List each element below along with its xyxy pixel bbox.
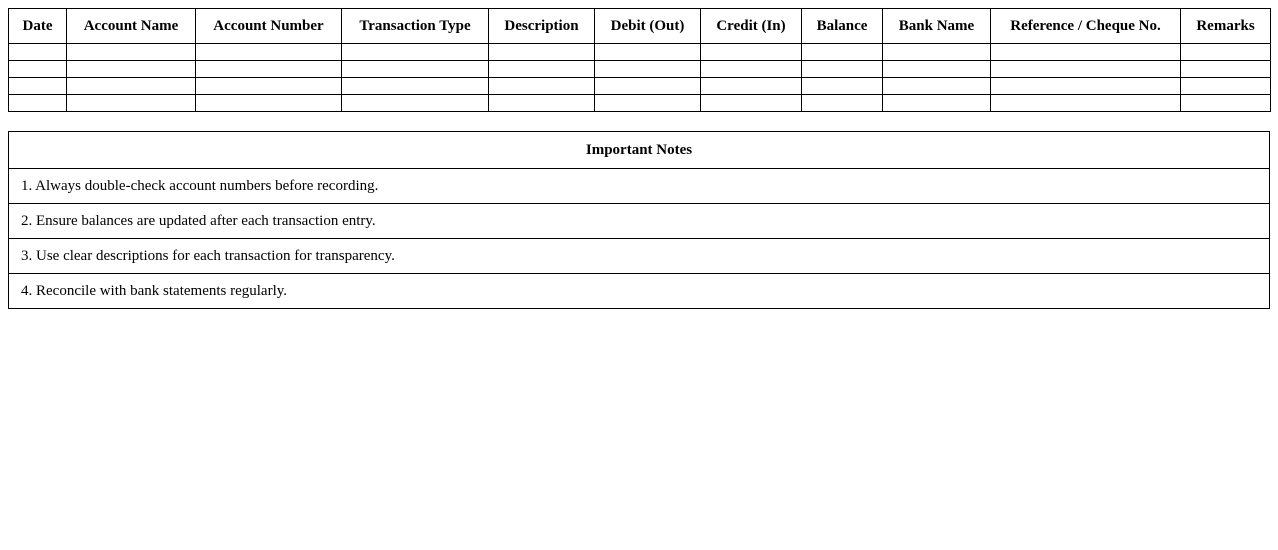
table-cell[interactable] [802, 44, 883, 61]
table-cell[interactable] [1181, 95, 1271, 112]
table-cell[interactable] [196, 61, 342, 78]
table-row [9, 61, 1271, 78]
table-cell[interactable] [489, 78, 595, 95]
column-header-debit: Debit (Out) [595, 9, 701, 44]
note-row [9, 204, 1270, 239]
table-cell[interactable] [196, 78, 342, 95]
table-cell[interactable] [196, 44, 342, 61]
table-cell[interactable] [883, 95, 991, 112]
table-cell[interactable] [701, 78, 802, 95]
table-cell[interactable] [991, 95, 1181, 112]
table-cell[interactable] [1181, 61, 1271, 78]
table-row [9, 44, 1271, 61]
table-cell[interactable] [67, 44, 196, 61]
note-item: 2. Ensure balances are updated after each transaction entry. [9, 204, 1270, 239]
table-row [9, 95, 1271, 112]
note-item: 3. Use clear descriptions for each transaction for transparency. [9, 239, 1270, 274]
table-cell[interactable] [701, 44, 802, 61]
table-cell[interactable] [9, 61, 67, 78]
important-notes-table [8, 131, 1270, 309]
table-cell[interactable] [991, 78, 1181, 95]
table-cell[interactable] [342, 95, 489, 112]
column-header-reference: Reference / Cheque No. [991, 9, 1181, 44]
table-cell[interactable] [196, 95, 342, 112]
table-cell[interactable] [489, 61, 595, 78]
table-cell[interactable] [1181, 44, 1271, 61]
page [8, 8, 1270, 309]
table-cell[interactable] [9, 44, 67, 61]
table-cell[interactable] [67, 95, 196, 112]
table-cell[interactable] [802, 95, 883, 112]
column-header-remarks: Remarks [1181, 9, 1271, 44]
table-cell[interactable] [802, 78, 883, 95]
table-cell[interactable] [883, 44, 991, 61]
note-item: 1. Always double-check account numbers before recording. [9, 169, 1270, 204]
table-cell[interactable] [595, 78, 701, 95]
column-header-balance: Balance [802, 9, 883, 44]
table-cell[interactable] [991, 61, 1181, 78]
column-header-transaction-type: Transaction Type [342, 9, 489, 44]
column-header-credit: Credit (In) [701, 9, 802, 44]
note-row [9, 274, 1270, 309]
note-item: 4. Reconcile with bank statements regularly. [9, 274, 1270, 309]
table-cell[interactable] [1181, 78, 1271, 95]
table-cell[interactable] [9, 78, 67, 95]
column-header-account-name: Account Name [67, 9, 196, 44]
table-cell[interactable] [701, 61, 802, 78]
ledger-header-row [9, 9, 1271, 44]
table-cell[interactable] [342, 78, 489, 95]
table-cell[interactable] [489, 95, 595, 112]
table-cell[interactable] [802, 61, 883, 78]
table-cell[interactable] [67, 78, 196, 95]
table-cell[interactable] [883, 78, 991, 95]
transaction-ledger-table [8, 8, 1271, 112]
table-cell[interactable] [595, 61, 701, 78]
table-cell[interactable] [342, 44, 489, 61]
column-header-description: Description [489, 9, 595, 44]
table-cell[interactable] [9, 95, 67, 112]
table-cell[interactable] [991, 44, 1181, 61]
table-cell[interactable] [883, 61, 991, 78]
table-cell[interactable] [489, 44, 595, 61]
note-row [9, 239, 1270, 274]
table-cell[interactable] [701, 95, 802, 112]
column-header-date: Date [9, 9, 67, 44]
notes-title: Important Notes [9, 132, 1270, 169]
table-cell[interactable] [342, 61, 489, 78]
note-row [9, 169, 1270, 204]
notes-header-row [9, 132, 1270, 169]
table-row [9, 78, 1271, 95]
column-header-account-number: Account Number [196, 9, 342, 44]
column-header-bank-name: Bank Name [883, 9, 991, 44]
table-cell[interactable] [595, 95, 701, 112]
table-cell[interactable] [67, 61, 196, 78]
table-cell[interactable] [595, 44, 701, 61]
